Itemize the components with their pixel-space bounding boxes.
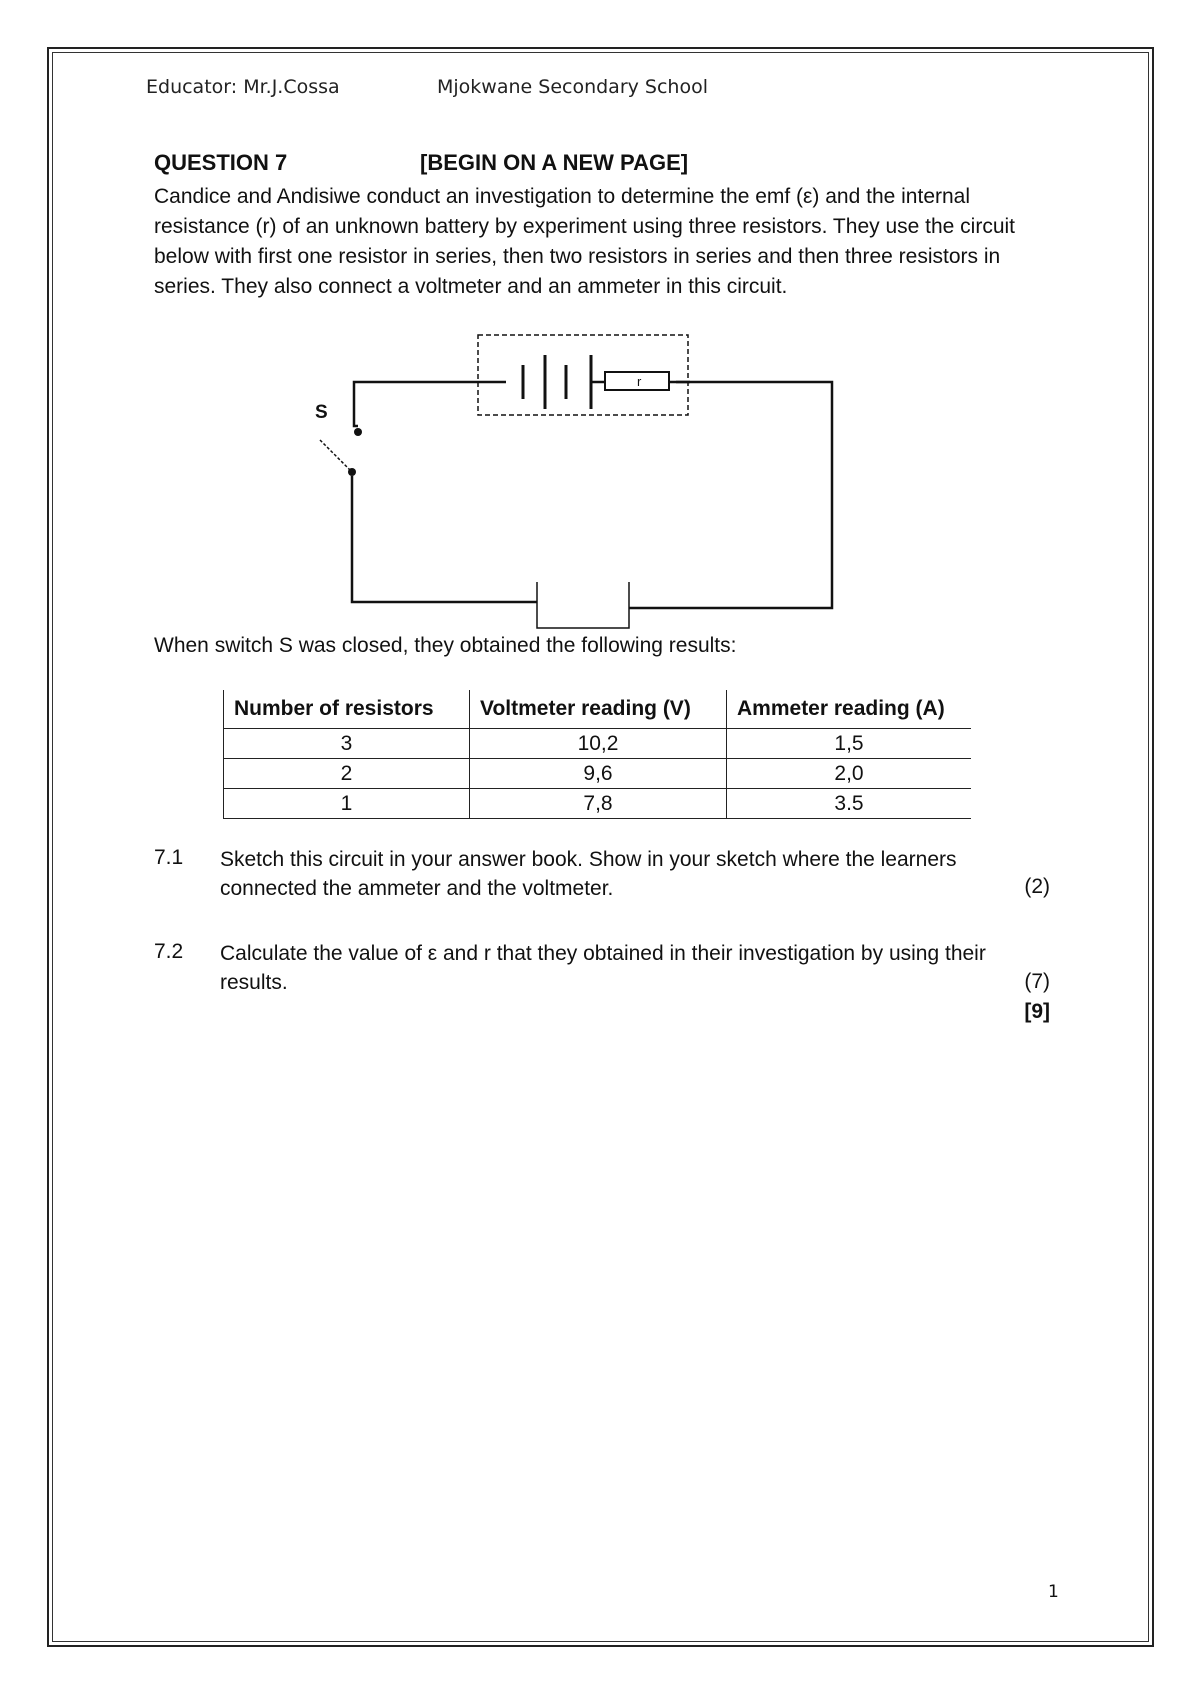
question-intro: Candice and Andisiwe conduct an investigation to determine the emf (ε) and the internal resistance (r) of an unknown battery by experiment using three resistors. They use the circuit below with first one resistor in series, then two resistors in series and then three resistors in series. They also connect a voltmeter and an ammeter in this circuit.: [154, 185, 1016, 298]
cell-voltage: 9,6: [470, 759, 727, 789]
cell-current: 2,0: [727, 759, 972, 789]
battery-internal-resistance: [478, 335, 690, 415]
school-name: Mjokwane Secondary School: [437, 76, 708, 98]
subquestion-text: Calculate the value of ε and r that they obtained in their investigation by using their results.: [220, 942, 986, 994]
table-header-row: [224, 690, 972, 729]
switch-s: [320, 428, 362, 476]
page-number: 1: [1048, 1582, 1059, 1602]
subquestion-text: Sketch this circuit in your answer book. Show in your sketch where the learners connected the ammeter and the voltmeter.: [220, 848, 957, 900]
circuit-diagram: [0, 0, 1200, 640]
question-instruction: [BEGIN ON A NEW PAGE]: [420, 150, 689, 175]
bottom-left-wire: [352, 476, 537, 602]
header-number-of-resistors: Number of resistors: [224, 690, 470, 729]
educator-name: Educator: Mr.J.Cossa: [146, 76, 340, 98]
header-voltmeter-reading: Voltmeter reading (V): [470, 690, 727, 729]
subquestion-marks: (7): [1024, 970, 1050, 993]
results-table: [223, 690, 971, 819]
results-intro: When switch S was closed, they obtained the following results:: [154, 634, 737, 657]
cell-voltage: 7,8: [470, 789, 727, 819]
cell-resistors: 2: [224, 759, 470, 789]
subquestion-number: 7.2: [154, 940, 184, 963]
table-row: [224, 729, 972, 759]
total-marks: [9]: [1024, 1000, 1050, 1023]
meter-gap: [537, 582, 629, 628]
cell-resistors: 3: [224, 729, 470, 759]
top-left-wire: [354, 382, 478, 426]
table-row: [224, 789, 972, 819]
table-row: [224, 759, 972, 789]
subquestion-marks: (2): [1024, 875, 1050, 898]
cell-resistors: 1: [224, 789, 470, 819]
cell-voltage: 10,2: [470, 729, 727, 759]
internal-resistor-label: r: [637, 374, 642, 389]
header-ammeter-reading: Ammeter reading (A): [727, 690, 972, 729]
subquestion-number: 7.1: [154, 846, 184, 869]
top-right-wire: [629, 382, 832, 608]
switch-label: S: [315, 402, 328, 423]
cell-current: 3.5: [727, 789, 972, 819]
cell-current: 1,5: [727, 729, 972, 759]
question-title: QUESTION 7: [154, 150, 288, 175]
